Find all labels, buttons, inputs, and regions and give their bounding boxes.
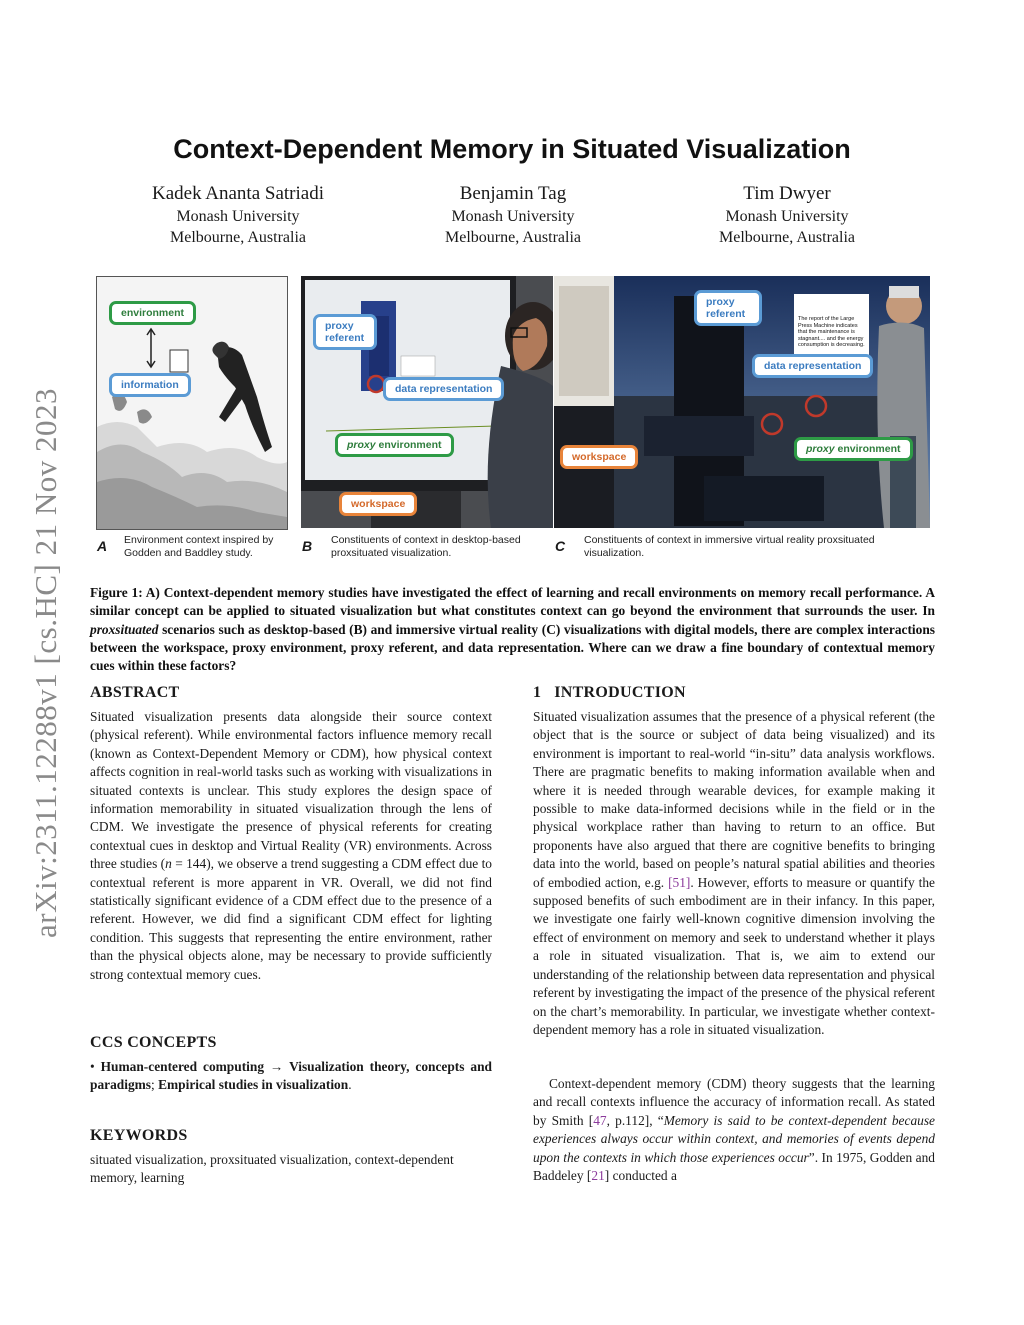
author-name: Benjamin Tag xyxy=(459,183,567,204)
tag-proxy-environment xyxy=(335,433,454,457)
introduction-heading: 1 INTRODUCTION xyxy=(533,684,686,701)
author-location: Melbourne, Australia xyxy=(445,229,581,246)
author-block xyxy=(108,182,368,248)
abstract-text-part2: = 144), we observe a trend suggesting a CDM effect due to contextual referent is more apparent in VR. Overall, we did not find statistically significant evidence of a CDM effect due to the presence of a referent. However, we did find a significant CDM effect for lighting condition. This suggests that representing the entire environment, rather than the physical objects alone, may be necessary to provide sufficiently strong contextual memory cues. xyxy=(90,856,492,982)
figure-letter-c: C xyxy=(555,538,566,554)
tag-proxy-environment xyxy=(794,437,913,461)
paper-title: Context-Dependent Memory in Situated Visualization xyxy=(173,134,851,164)
tag-workspace: workspace xyxy=(560,445,638,469)
abstract-heading: ABSTRACT xyxy=(90,684,180,701)
author-name: Tim Dwyer xyxy=(743,183,831,204)
figure-caption-part1: Figure 1: A) Context-dependent memory studies have investigated the effect of learning and recall environments on memory recall performance. A similar concept can be applied to situated visualization but what constitutes context can go beyond the environment that surrounds the user. In xyxy=(90,585,935,619)
figure-caption-part2: scenarios such as desktop-based (B) and immersive virtual reality (C) visualizations with digital models, there are complex interactions between the workspace, proxy environment, proxy referent, and data representation. Where can we draw a fine boundary of contextual memory cues within these factors? xyxy=(90,621,935,674)
abstract-text-italic: n xyxy=(165,856,172,872)
figure-letter-b: B xyxy=(302,538,313,554)
abstract-text xyxy=(90,708,492,984)
intro-p2-quote: Memory is said to be context-dependent because experiences always occur within context, and memories of events depend upon the contexts in which those experiences occur xyxy=(533,1112,935,1165)
introduction-paragraph-2 xyxy=(533,1075,935,1185)
tag-proxy-referent: proxy referent xyxy=(694,290,762,326)
intro-p2-part3: ”. In 1975, Godden and Baddeley [ xyxy=(533,1149,936,1184)
intro-p2-part1: Context-dependent memory (CDM) theory suggests that the learning and recall contexts influence the accuracy of information recall. As stated by Smith [ xyxy=(533,1076,935,1128)
tag-proxy-environment-italic: proxy xyxy=(806,443,835,455)
ccs-arrow: → xyxy=(264,1059,290,1074)
tag-proxy-environment-italic: proxy xyxy=(347,439,376,451)
figure-panel-a xyxy=(96,276,288,530)
intro-p1-part2: . However, efforts to measure or quantify the supposed benefits of such embodiment are in their infancy. In this paper, we investigate one fairly well-known cognitive dimension involving the effect of environment on memory and seek to understand whether it plays a role in situated visualization. That is, we aim to extend our understanding of the relationship between data representation and physical referent by investigating the impact of the presence of the physical referent on the chart’s memorability. In particular, we investigate whether context-dependent memory has a role in situated visualization. xyxy=(533,874,935,1037)
citation-link[interactable]: 21 xyxy=(591,1168,605,1184)
ccs-heading: CCS CONCEPTS xyxy=(90,1034,217,1051)
keywords-heading: KEYWORDS xyxy=(90,1127,188,1144)
figure-caption xyxy=(90,584,935,675)
figure-panel-c xyxy=(554,276,930,528)
introduction-paragraph-1 xyxy=(533,708,935,1039)
tag-proxy-environment-rest: environment xyxy=(834,443,901,455)
author-location: Melbourne, Australia xyxy=(719,229,855,246)
arxiv-identifier: arXiv:2311.12288v1 [cs.HC] 21 Nov 2023 xyxy=(28,388,63,938)
citation-link[interactable]: 47 xyxy=(593,1112,607,1128)
figure-panel-b xyxy=(301,276,553,528)
intro-p2-part4: ] conducted a xyxy=(604,1168,677,1184)
tag-data-representation: data representation xyxy=(752,354,873,378)
intro-p2-part2: , p.112], “ xyxy=(606,1112,664,1128)
intro-p1-part1: Situated visualization assumes that the presence of a physical referent (the object that is the source or subject of data being visualized) and its environment is important to real-world “in-situ” data analysis workflows. There are pragmatic benefits to making information available when and where it is needed through wearable devices, for example making it possible to make data-informed decisions while in the field or in the physical workplace rather than having to return to an office. But proponents have also argued that there are cognitive benefits to bringing data into the world, based on people’s natural spatial abilities and theories of embodied action, e.g. xyxy=(533,709,935,890)
tag-information: information xyxy=(109,373,191,397)
author-block xyxy=(657,182,917,248)
ccs-part1: Human-centered computing xyxy=(100,1059,265,1074)
ccs-end: . xyxy=(348,1077,352,1093)
keywords-text: situated visualization, proxsituated visualization, context-dependent memory, learning xyxy=(90,1152,454,1186)
figure-caption-c: Constituents of context in immersive virtual reality proxsituated visualization. xyxy=(584,534,875,559)
tag-proxy-environment-rest: environment xyxy=(375,439,442,451)
author-name: Kadek Ananta Satriadi xyxy=(151,183,324,204)
ccs-part3: Empirical studies in visualization xyxy=(158,1077,349,1093)
ccs-separator: ; xyxy=(151,1077,159,1093)
author-affiliation: Monash University xyxy=(725,208,849,225)
figure-caption-b: Constituents of context in desktop-based proxsituated visualization. xyxy=(331,534,521,559)
citation-link[interactable]: [51] xyxy=(668,874,691,890)
tag-data-representation: data representation xyxy=(383,377,504,401)
abstract-text-part1: Situated visualization presents data alongside their source context (physical referent). While environmental factors influence memory recall (known as Context-Dependent Memory or CDM), how physical context affects cognition in real-world tasks such as working with visualizations in situated contexts is unclear. This study explores the design space of information memorability in situated visualization through the lens of CDM. We investigate the presence of physical referents for creating contextual cues in desktop and Virtual Reality (VR) environments. Across three studies ( xyxy=(90,709,492,872)
author-block xyxy=(383,182,643,248)
author-location: Melbourne, Australia xyxy=(170,229,306,246)
ccs-part2: Visualization theory, concepts and paradigms xyxy=(90,1059,492,1093)
tag-workspace: workspace xyxy=(339,492,417,516)
author-affiliation: Monash University xyxy=(451,208,575,225)
vr-screen-text: The report of the Large Press Machine indicates that the maintenance is stagnant.... and the energy consumption is decreasing. xyxy=(798,316,865,348)
ccs-text xyxy=(90,1058,492,1095)
figure-caption-a: Environment context inspired by Godden and Baddley study. xyxy=(124,534,274,559)
figure-letter-a: A xyxy=(97,538,108,554)
ccs-bullet: • xyxy=(90,1059,101,1074)
author-affiliation: Monash University xyxy=(176,208,300,225)
tag-environment: environment xyxy=(109,301,196,325)
figure-caption-italic: proxsituated xyxy=(90,621,159,637)
tag-proxy-referent: proxy referent xyxy=(313,314,377,350)
